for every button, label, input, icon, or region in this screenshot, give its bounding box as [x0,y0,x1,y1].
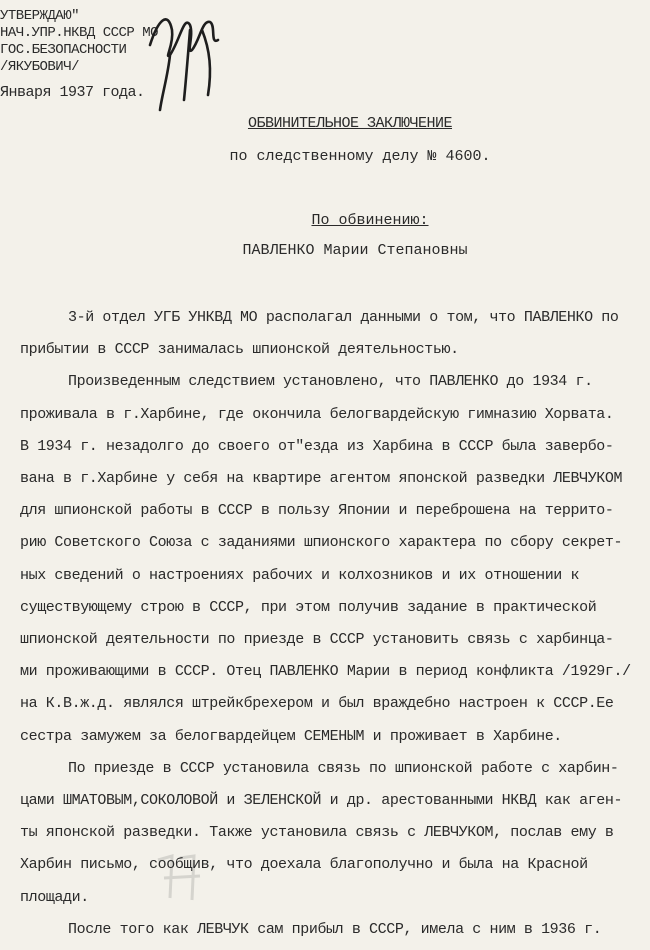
body-line: площади. [20,888,89,906]
document-subtitle: по следственному делу № 4600. [229,148,491,165]
body-line: проживала в г.Харбине, где окончила белогвардейскую гимназию Хорвата. [20,405,614,423]
body-line: По приезде в СССР установила связь по шпионской работе с харбин- [68,759,619,777]
body-line: 3-й отдел УГБ УНКВД МО располагал данными о том, что ПАВЛЕНКО по [68,309,619,326]
body-line: После того как ЛЕВЧУК сам прибыл в СССР, имела с ним в 1936 г. [68,920,602,938]
body-line: прибытии в СССР занималась шпионской деятельностью. [20,341,459,359]
faint-stamp-icon [150,850,210,905]
body-line: Харбин письмо, сообщив, что доехала благополучно и была на Красной [20,856,588,874]
approval-line-1: УТВЕРЖДАЮ" [0,8,80,24]
body-line: В 1934 г. незадолго до своего от"езда из Харбина в СССР была завербо- [20,437,614,455]
body-line: на К.В.ж.д. являлся штрейкбрехером и был враждебно настроен к СССР.Ее [20,695,614,713]
body-line: шпионской деятельности по приезде в СССР установить связь с харбинца- [20,631,614,649]
body-line: ми проживающими в СССР. Отец ПАВЛЕНКО Марии в период конфликта /1929г./ [20,663,631,681]
signature-icon [140,0,230,120]
accusation-label: По обвинению: [311,212,429,229]
approval-block [0,8,158,101]
approval-line-2: НАЧ.УПР.НКВД СССР МО [0,25,159,41]
body-line: ты японской разведки. Также установила связь с ЛЕВЧУКОМ, послав ему в [20,824,614,842]
body-line: сестра замужем за белогвардейцем СЕМЕНЫМ и проживает в Харбине. [20,727,562,745]
body-line: цами ШМАТОВЫМ,СОКОЛОВОЙ и ЗЕЛЕНСКОЙ и др. арестованными НКВД как аген- [20,792,623,810]
accused-name: ПАВЛЕНКО Марии Степановны [242,242,468,259]
body-line: вана в г.Харбине у себя на квартире агентом японской разведки ЛЕВЧУКОМ [20,470,623,488]
body-line: существующему строю в СССР, при этом получив задание в практической [20,598,597,616]
approval-date: Января 1937 года. [0,84,145,101]
body-line: рию Советского Союза с заданиями шпионского характера по сбору секрет- [20,534,623,552]
body-line: ных сведений о настроениях рабочих и колхозников и их отношении к [20,566,580,584]
approval-line-4: /ЯКУБОВИЧ/ [0,59,80,75]
document-title: ОБВИНИТЕЛЬНОЕ ЗАКЛЮЧЕНИЕ [247,115,453,132]
approval-line-3: ГОС.БЕЗОПАСНОСТИ [0,42,127,58]
body-line: для шпионской работы в СССР в пользу Японии и переброшена на террито- [20,502,614,520]
body-line: Произведенным следствием установлено, что ПАВЛЕНКО до 1934 г. [68,373,593,391]
document-body [20,302,640,946]
